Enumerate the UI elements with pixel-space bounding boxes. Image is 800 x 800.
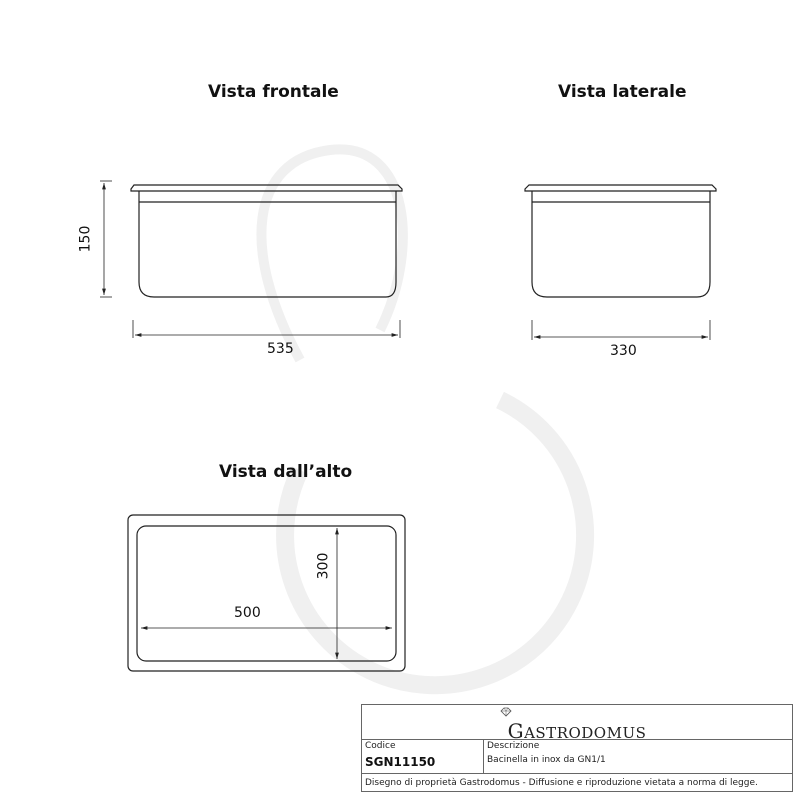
diamond-ring-icon bbox=[499, 707, 513, 717]
brand-logo bbox=[362, 705, 792, 743]
front-height-label: 150 bbox=[77, 225, 94, 253]
title-block bbox=[361, 704, 793, 792]
front-width-label: 535 bbox=[267, 341, 294, 357]
copyright-footer bbox=[362, 773, 792, 792]
description-value: Bacinella in inox da GN1/1 bbox=[487, 755, 606, 765]
front-view-pan bbox=[131, 185, 402, 297]
side-width-label: 330 bbox=[610, 343, 637, 359]
brand-name: GASTRODOMUS bbox=[507, 719, 647, 743]
code-label: Codice bbox=[365, 741, 396, 751]
code-value: SGN11150 bbox=[365, 755, 436, 769]
side-view-pan bbox=[525, 185, 716, 297]
code-cell bbox=[362, 739, 484, 773]
side-view-title: Vista laterale bbox=[558, 82, 687, 102]
top-width-label: 300 bbox=[315, 552, 332, 580]
top-view-pan bbox=[128, 515, 405, 671]
description-cell bbox=[484, 739, 792, 773]
top-view-title: Vista dall’alto bbox=[219, 462, 353, 482]
top-length-label: 500 bbox=[234, 605, 261, 621]
description-label: Descrizione bbox=[487, 741, 540, 751]
front-view-title: Vista frontale bbox=[208, 82, 339, 102]
copyright-text: Disegno di proprietà Gastrodomus - Diffusione e riproduzione vietata a norma di legge. bbox=[365, 778, 758, 788]
